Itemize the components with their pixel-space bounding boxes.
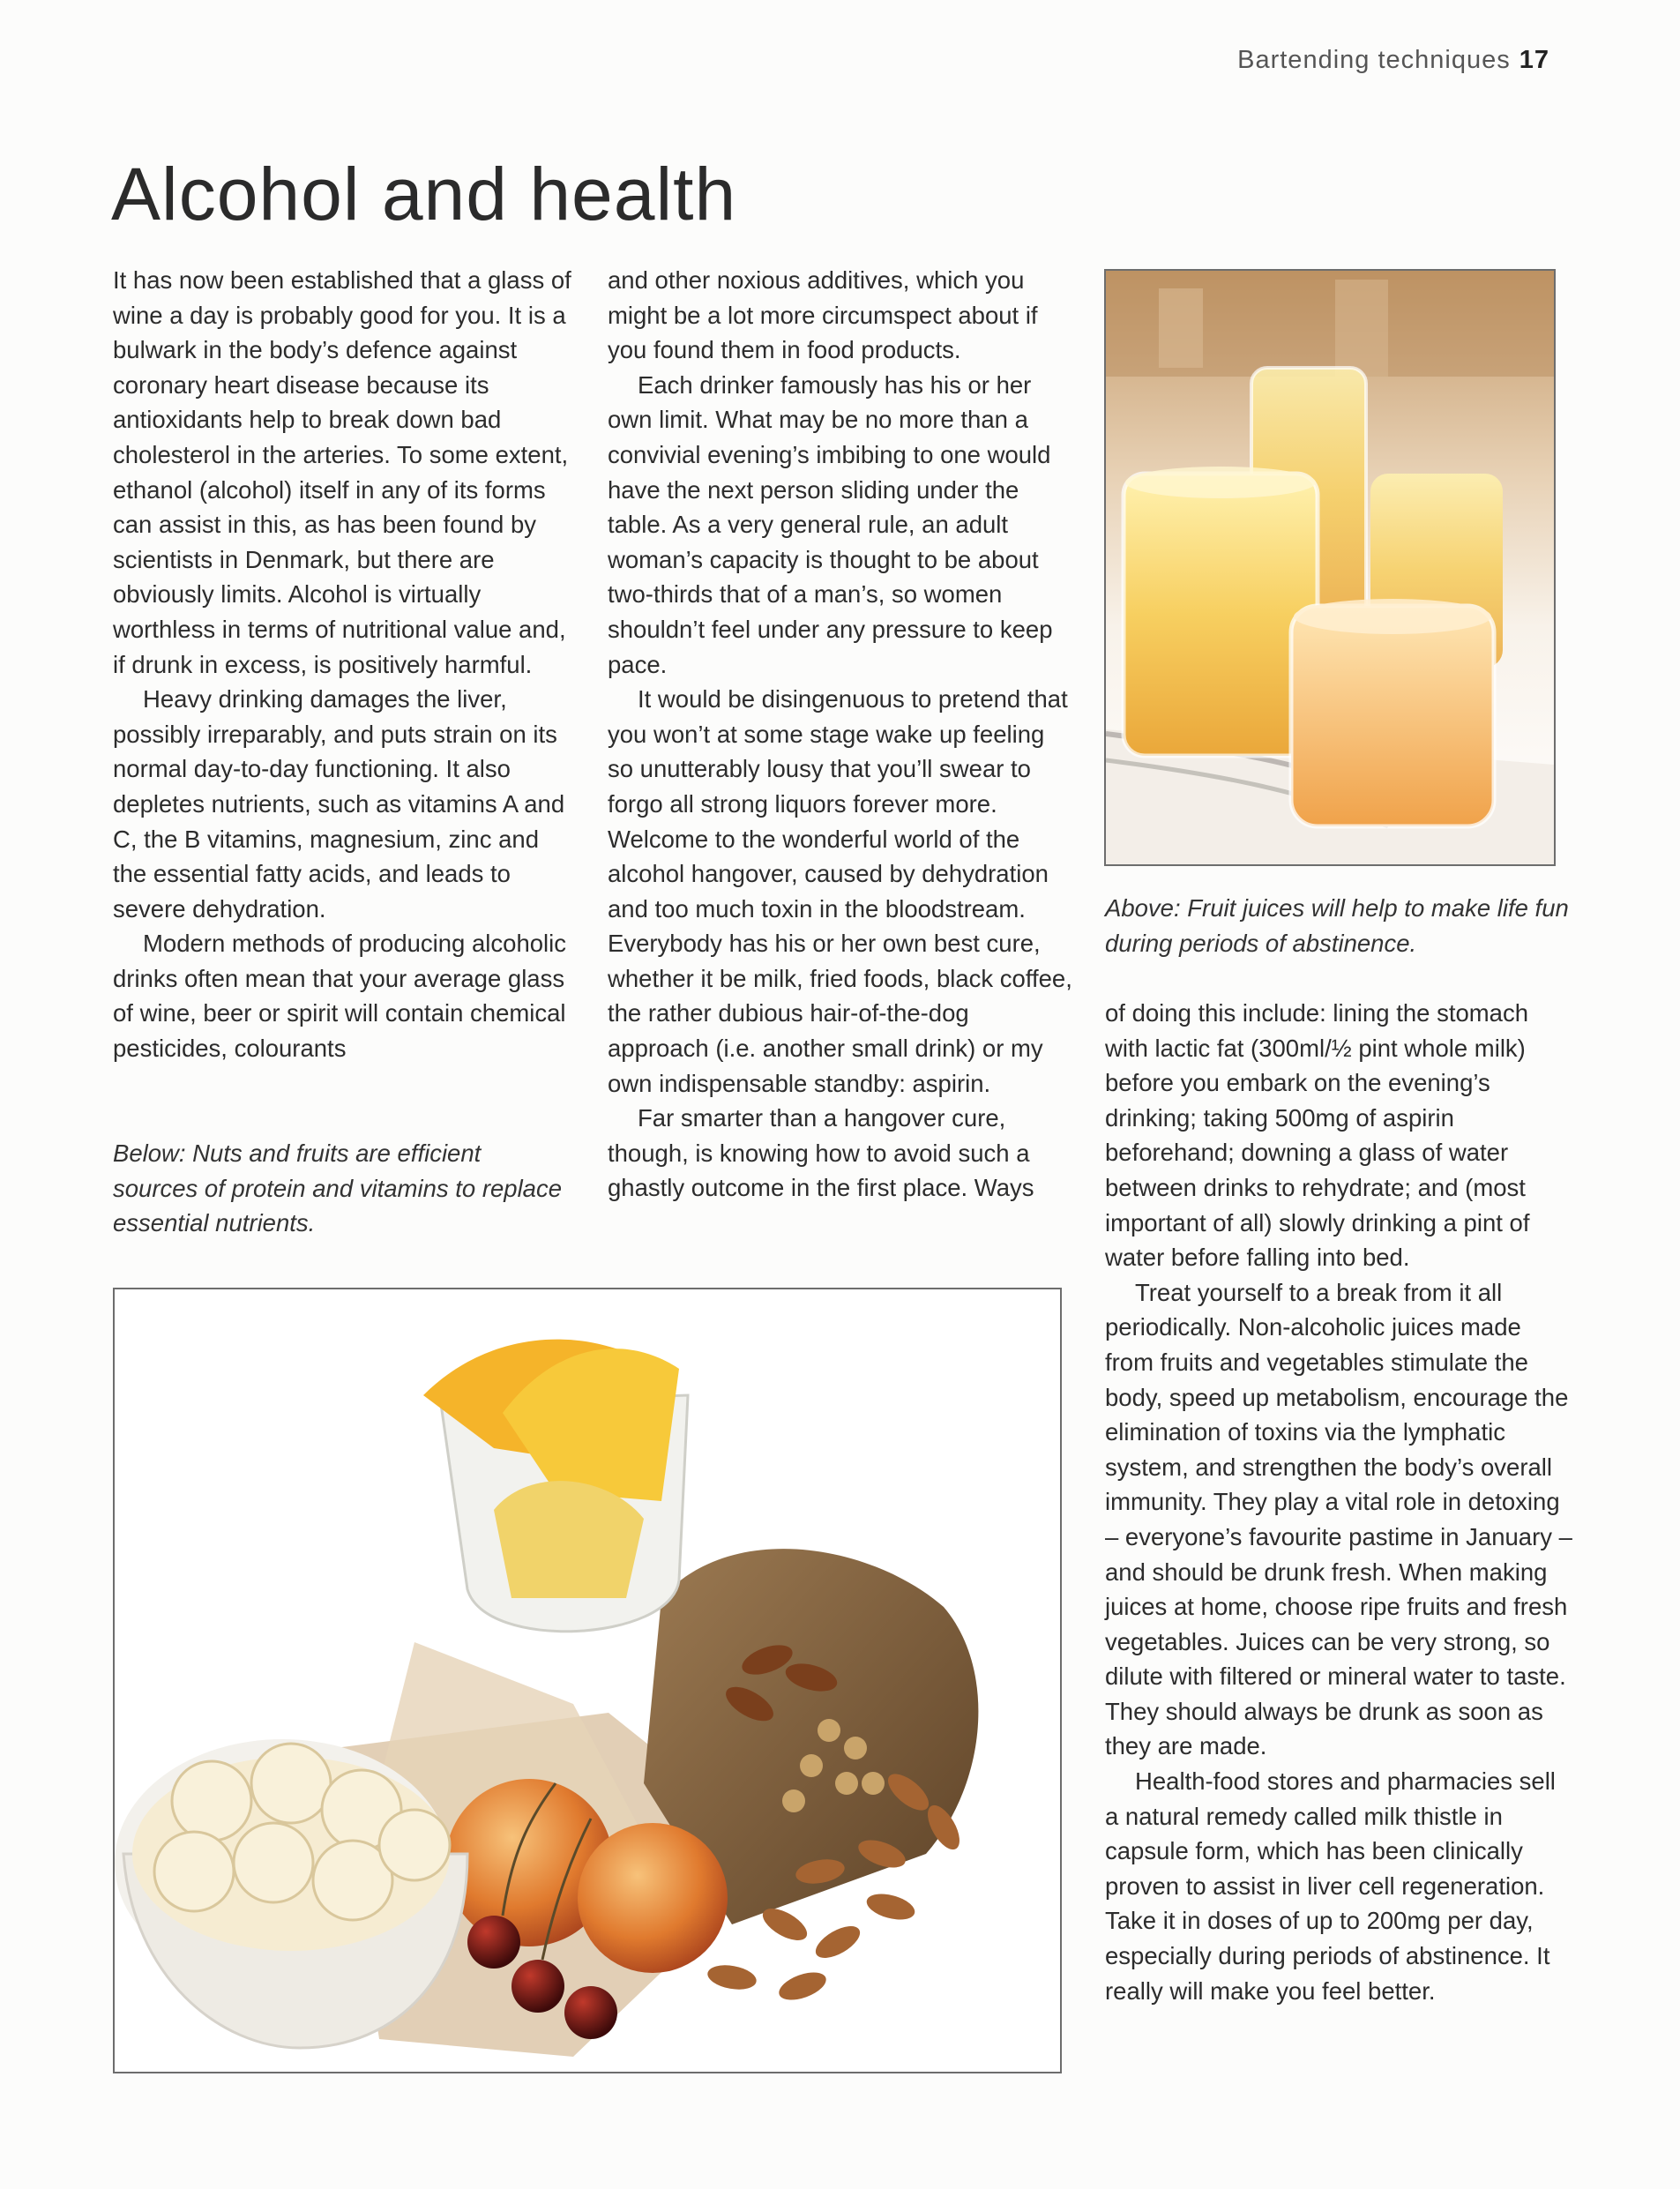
text-column-3 <box>1105 996 1572 2008</box>
paragraph: Heavy drinking damages the liver, possibly irreparably, and puts strain on its normal day-to-day functioning. It also depletes nutrients, such as vitamins A and C, the B vitamins, magnesium, zinc and the essential fatty acids, and leads to severe dehydration. <box>113 685 565 923</box>
page-number: 17 <box>1519 46 1549 74</box>
paragraph: It would be disingenuous to pretend that you won’t at some stage wake up feeling so unutterably lousy that you’ll swear to forgo all strong liquors forever more. Welcome to the wonderful world of the alcohol hangover, caused by dehydration and too much toxin in the bloodstream. Everybody has his or her own best cure, whether it be milk, fried foods, black coffee, the rather dubious hair-of-the-dog approach (i.e. another small drink) or my own indispensable standby: aspirin. <box>608 685 1072 1097</box>
paragraph: Far smarter than a hangover cure, though, is knowing how to avoid such a ghastly outcome in the first place. Ways <box>608 1104 1034 1202</box>
text-column-1 <box>113 263 571 1066</box>
caption-fruit-juices: Above: Fruit juices will help to make life fun during periods of abstinence. <box>1105 894 1569 957</box>
paragraph: and other noxious additives, which you might be a lot more circumspect about if you found them in food products. <box>608 266 1038 364</box>
section-name: Bartending techniques <box>1237 46 1511 74</box>
page-title: Alcohol and health <box>111 153 737 235</box>
paragraph: Modern methods of producing alcoholic drinks often mean that your average glass of wine, beer or spirit will contain chemical pesticides, colourants <box>113 930 567 1063</box>
paragraph: of doing this include: lining the stomach with lactic fat (300ml/½ pint whole milk) before you embark on the evening’s drinking; taking 500mg of aspirin beforehand; downing a glass of water between drinks to rehydrate; and (most important of all) slowly drinking a pint of water before falling into bed. <box>1105 999 1530 1272</box>
text-column-2 <box>608 263 1075 1206</box>
running-head <box>1237 46 1549 75</box>
nuts-and-fruits-photo <box>113 1288 1062 2073</box>
paragraph: Health-food stores and pharmacies sell a natural remedy called milk thistle in capsule form, which has been clinically proven to assist in liver cell regeneration. Take it in doses of up to 200mg per day, especially during periods of abstinence. It really will make you feel better. <box>1105 1767 1556 2005</box>
paragraph: Each drinker famously has his or her own limit. What may be no more than a convivial evening’s imbibing to one would have the next person sliding under the table. As a very general rule, an adult woman’s capacity is thought to be about two-thirds that of a man’s, so women shouldn’t feel under any pressure to keep pace. <box>608 370 1053 678</box>
paragraph: It has now been established that a glass of wine a day is probably good for you. It is a bulwark in the body’s defence against coronary heart disease because its antioxidants help to break down bad cholesterol in the arteries. To some extent, ethanol (alcohol) itself in any of its forms can assist in this, as has been found by scientists in Denmark, but there are obviously limits. Alcohol is virtually worthless in terms of nutritional value and, if drunk in excess, is positively harmful. <box>113 266 571 678</box>
fruit-juice-photo <box>1104 269 1556 866</box>
paragraph: Treat yourself to a break from it all periodically. Non-alcoholic juices made from fruits and vegetables stimulate the body, speed up metabolism, encourage the elimination of toxins via the lymphatic system, and strengthen the body’s overall immunity. They play a vital role in detoxing – everyone’s favourite pastime in January – and should be drunk fresh. When making juices at home, choose ripe fruits and fresh vegetables. Juices can be very strong, so dilute with filtered or mineral water to taste. They should always be drunk as soon as they are made. <box>1105 1278 1572 1760</box>
caption-nuts-fruits: Below: Nuts and fruits are efficient sources of protein and vitamins to replace essential nutrients. <box>113 1139 563 1237</box>
